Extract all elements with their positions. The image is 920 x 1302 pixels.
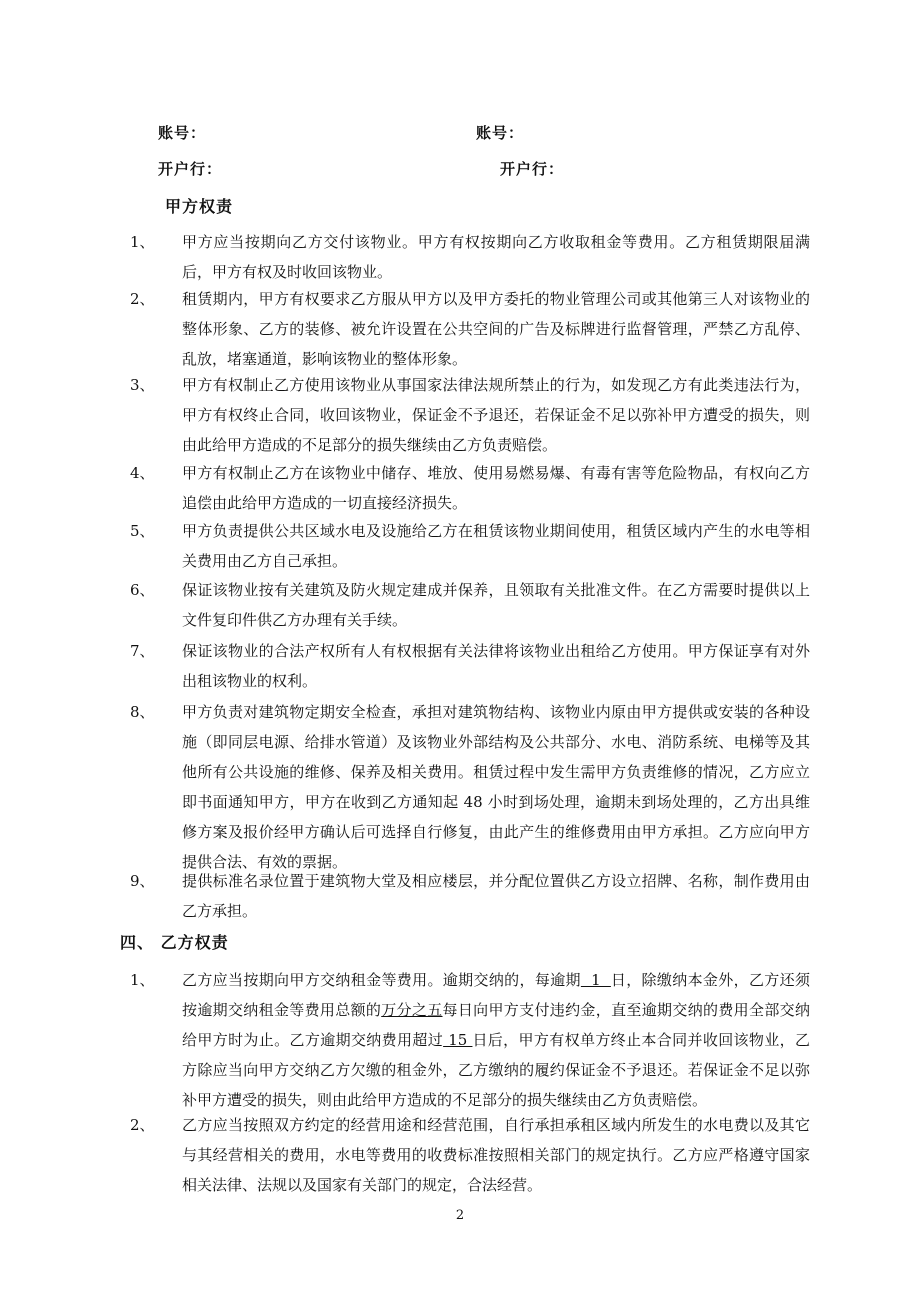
clause-number: 4、: [130, 464, 155, 482]
section-heading-party-b: 四、 乙方权责: [120, 933, 229, 952]
clause-a-9: [130, 866, 810, 926]
clause-text: 乙方应当按照双方约定的经营用途和经营范围，自行承担承租区域内所发生的水电费以及其它与其经营相关的费用，水电等费用的收费标准按照相关部门的规定执行。乙方应严格遵守国家相关法律、法规以及国家有关部门的规定，合法经营。: [182, 1116, 810, 1194]
termination-days-value: 15: [443, 1031, 473, 1049]
clause-text-part: 日，除缴纳本金外，乙方还须按逾期交纳租金等费用总额的: [182, 971, 810, 1019]
clause-text: 保证该物业按有关建筑及防火规定建成并保养，且领取有关批准文件。在乙方需要时提供以上文件复印件供乙方办理有关手续。: [182, 581, 810, 629]
clause-a-7: [130, 636, 810, 696]
clause-text-part: 日后，甲方有权单方终止本合同并收回该物业，乙方除应当向甲方交纳乙方欠缴的租金外，乙方缴纳的履约保证金不予退还。若保证金不足以弥补甲方遭受的损失，则由此给甲方造成的不足部分的损失继续由乙方负责赔偿。: [182, 1031, 810, 1109]
penalty-rate-value: 万分之五: [381, 1001, 443, 1019]
clause-a-1: [130, 227, 810, 287]
clause-number: 1、: [130, 233, 155, 251]
section-heading-party-a: 甲方权责: [165, 197, 234, 216]
clause-number: 5、: [130, 522, 155, 540]
clause-text: 甲方有权制止乙方使用该物业从事国家法律法规所禁止的行为，如发现乙方有此类违法行为，甲方有权终止合同，收回该物业，保证金不予退还，若保证金不足以弥补甲方遭受的损失，则由此给甲方造成的不足部分的损失继续由乙方负责赔偿。: [182, 376, 810, 454]
clause-text: 保证该物业的合法产权所有人有权根据有关法律将该物业出租给乙方使用。甲方保证享有对外出租该物业的权利。: [182, 642, 810, 690]
clause-a-4: [130, 458, 810, 518]
clause-text: 甲方负责提供公共区域水电及设施给乙方在租赁该物业期间使用，租赁区域内产生的水电等相关费用由乙方自己承担。: [182, 522, 810, 570]
clause-text: 提供标准名录位置于建筑物大堂及相应楼层，并分配位置供乙方设立招牌、名称，制作费用由乙方承担。: [182, 872, 810, 920]
clause-text: 租赁期内，甲方有权要求乙方服从甲方以及甲方委托的物业管理公司或其他第三人对该物业的整体形象、乙方的装修、被允许设置在公共空间的广告及标牌进行监督管理，严禁乙方乱停、乱放，堵塞通道，影响该物业的整体形象。: [182, 290, 810, 368]
clause-number: 7、: [130, 642, 155, 660]
page-number: 2: [455, 1208, 465, 1223]
right-account-label: 账号：: [476, 124, 525, 142]
clause-b-2: [130, 1110, 810, 1200]
clause-a-5: [130, 516, 810, 576]
clause-number: 1、: [130, 971, 155, 989]
clause-text: 甲方应当按期向乙方交付该物业。甲方有权按期向乙方收取租金等费用。乙方租赁期限届满后，甲方有权及时收回该物业。: [182, 233, 810, 281]
overdue-days-value: 1: [580, 971, 611, 989]
clause-number: 2、: [130, 1116, 155, 1134]
clause-text-part: 每日向甲方支付违约金，直至逾期交纳的费用全部交纳给甲方时为止。乙方逾期交纳费用超过: [182, 1001, 810, 1049]
clause-number: 9、: [130, 872, 155, 890]
clause-number: 3、: [130, 376, 155, 394]
clause-number: 6、: [130, 581, 155, 599]
clause-b-1: [130, 965, 810, 1115]
clause-a-6: [130, 575, 810, 635]
clause-text-part: 乙方应当按期向甲方交纳租金等费用。逾期交纳的，每逾期: [182, 971, 581, 989]
clause-number: 2、: [130, 290, 155, 308]
clause-text: [182, 965, 810, 1115]
right-bank-label: 开户行：: [500, 160, 565, 178]
clause-a-3: [130, 370, 810, 460]
left-account-label: 账号：: [158, 124, 207, 142]
clause-number: 8、: [130, 703, 155, 721]
clause-text: 甲方负责对建筑物定期安全检查，承担对建筑物结构、该物业内原由甲方提供或安装的各种设施（即同层电源、给排水管道）及该物业外部结构及公共部分、水电、消防系统、电梯等及其他所有公共设施的维修、保养及相关费用。租赁过程中发生需甲方负责维修的情况，乙方应立即书面通知甲方，甲方在收到乙方通知起 48 小时到场处理，逾期未到场处理的，乙方出具维修方案及报价经甲方确认后可选择自行修复，由此产生的维修费用由甲方承担。乙方应向甲方提供合法、有效的票据。: [182, 703, 810, 871]
clause-text: 甲方有权制止乙方在该物业中储存、堆放、使用易燃易爆、有毒有害等危险物品，有权向乙方追偿由此给甲方造成的一切直接经济损失。: [182, 464, 810, 512]
clause-a-2: [130, 284, 810, 374]
clause-a-8: [130, 697, 810, 877]
left-bank-label: 开户行：: [158, 160, 223, 178]
